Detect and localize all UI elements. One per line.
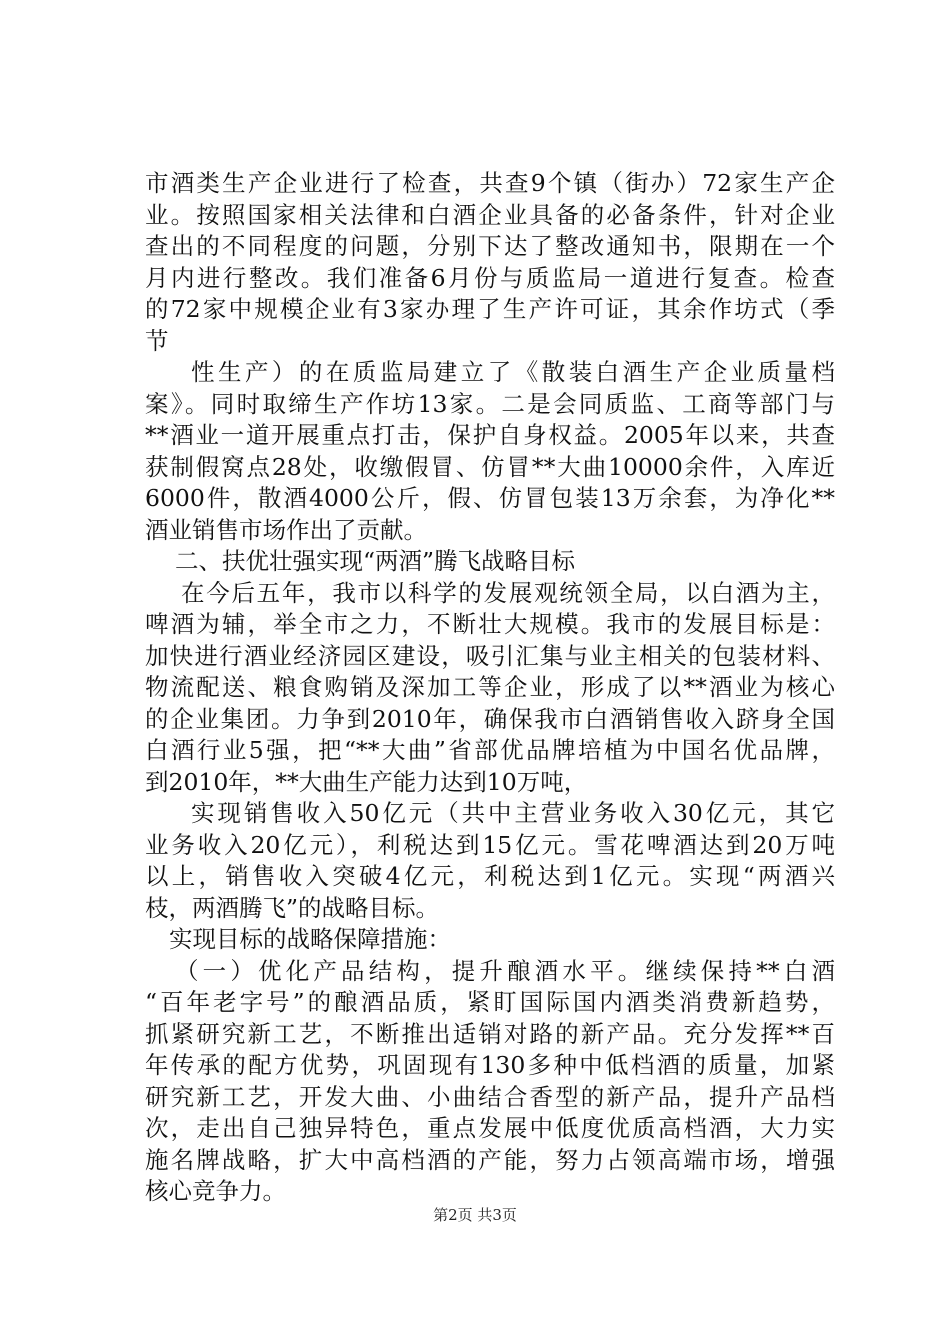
text-line: 以上，销售收入突破4亿元，利税达到1亿元。实现“两酒兴 <box>145 862 835 890</box>
text-line: 获制假窝点28处，收缴假冒、仿冒**大曲10000余件，入库近 <box>145 452 835 481</box>
text-line: 节 <box>145 326 169 355</box>
text-line: （一）优化产品结构，提升酿酒水平。继续保持**白酒 <box>175 956 835 985</box>
text-line: 枝，两酒腾飞”的战略目标。 <box>145 893 440 922</box>
text-line: “百年老字号”的酿酒品质，紧盯国际国内酒类消费新趋势， <box>145 988 835 1016</box>
text-line: 月内进行整改。我们准备6月份与质监局一道进行复查。检查 <box>145 263 835 292</box>
text-line: 的企业集团。力争到2010年，确保我市白酒销售收入跻身全国 <box>145 704 835 733</box>
text-line: 施名牌战略，扩大中高档酒的产能，努力占领高端市场，增强 <box>145 1145 835 1174</box>
text-line: 查出的不同程度的问题，分别下达了整改通知书，限期在一个 <box>145 232 835 260</box>
text-line: 到2010年，**大曲生产能力达到10万吨， <box>145 767 588 796</box>
text-line: 酒业销售市场作出了贡献。 <box>145 515 427 544</box>
text-line: **酒业一道开展重点打击，保护自身权益。2005年以来，共查 <box>145 421 835 449</box>
text-line: 业务收入20亿元），利税达到15亿元。雪花啤酒达到20万吨 <box>145 830 835 859</box>
text-line: 啤酒为辅，举全市之力，不断壮大规模。我市的发展目标是： <box>145 610 835 638</box>
text-line: 抓紧研究新工艺，不断推出适销对路的新产品。充分发挥**百 <box>145 1019 835 1048</box>
text-line: 案》。同时取缔生产作坊13家。二是会同质监、工商等部门与 <box>145 389 835 418</box>
text-line: 年传承的配方优势，巩固现有130多种中低档酒的质量，加紧 <box>145 1051 835 1079</box>
text-line: 研究新工艺，开发大曲、小曲结合香型的新产品，提升产品档 <box>145 1082 835 1111</box>
text-line: 市酒类生产企业进行了检查，共查9个镇（街办）72家生产企 <box>145 169 835 197</box>
body-text <box>145 168 835 1208</box>
text-line: 6000件，散酒4000公斤，假、仿冒包装13万余套，为净化** <box>145 484 835 512</box>
text-line: 性生产）的在质监局建立了《散装白酒生产企业质量档 <box>191 358 835 386</box>
section-heading: 二、扶优壮强实现“两酒”腾飞战略目标 <box>175 547 576 575</box>
text-line: 的72家中规模企业有3家办理了生产许可证，其余作坊式（季 <box>145 295 835 323</box>
text-line: 加快进行酒业经济园区建设，吸引汇集与业主相关的包装材料、 <box>145 641 835 670</box>
text-line: 核心竞争力。 <box>145 1177 286 1205</box>
text-line: 次，走出自己独异特色，重点发展中低度优质高档酒，大力实 <box>145 1114 835 1142</box>
text-line: 实现目标的战略保障措施： <box>169 925 451 953</box>
text-line: 在今后五年，我市以科学的发展观统领全局，以白酒为主， <box>181 578 835 607</box>
text-line: 业。按照国家相关法律和白酒企业具备的必备条件，针对企业 <box>145 200 835 229</box>
page-footer: 第2页 共3页 <box>433 1206 517 1224</box>
text-line: 实现销售收入50亿元（共中主营业务收入30亿元，其它 <box>191 799 835 827</box>
text-line: 物流配送、粮食购销及深加工等企业，形成了以**酒业为核心 <box>145 673 835 701</box>
text-line: 白酒行业5强，把“**大曲”省部优品牌培植为中国名优品牌， <box>145 736 835 764</box>
